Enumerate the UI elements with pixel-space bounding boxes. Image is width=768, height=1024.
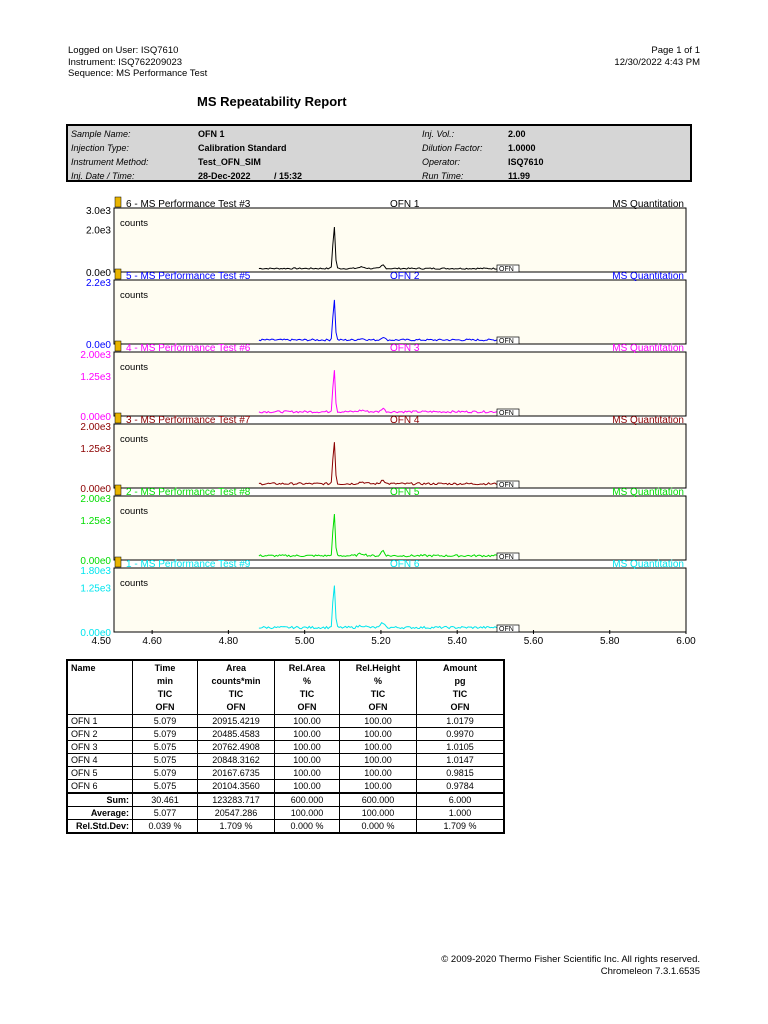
report-header-right: [614, 45, 700, 68]
quantitation-label: MS Quantitation: [612, 199, 684, 210]
cell-area: 20167.6735: [198, 767, 275, 780]
trace-label: 3 - MS Performance Test #7: [126, 415, 251, 426]
cell-amount: 1.0105: [417, 741, 505, 754]
header-line: TIC: [452, 689, 468, 699]
header-line: TIC: [299, 689, 315, 699]
summary-relarea: 100.000: [275, 807, 340, 820]
table-row: [67, 780, 504, 794]
peak-name-label: OFN 5: [390, 487, 420, 498]
cell-relheight: 100.00: [340, 754, 417, 767]
cell-relarea: 100.00: [275, 715, 340, 728]
header-line: OFN: [368, 702, 388, 712]
trace-marker-icon: [115, 341, 121, 351]
header-line: Rel.Area: [288, 663, 326, 673]
header-line: %: [373, 676, 382, 686]
header-line: TIC: [157, 689, 173, 699]
y-unit-label: counts: [120, 362, 148, 373]
x-tick-label: 5.60: [523, 636, 544, 647]
inj-vol-value: 2.00: [508, 129, 526, 139]
x-tick-label: 5.80: [599, 636, 620, 647]
instrument-method-value: Test_OFN_SIM: [198, 157, 261, 167]
trace-label: 6 - MS Performance Test #3: [126, 199, 251, 210]
cell-area: 20915.4219: [198, 715, 275, 728]
header-line: Rel.Height: [355, 663, 401, 673]
chromatogram-panel: [114, 352, 686, 416]
cell-area: 20848.3162: [198, 754, 275, 767]
peak-label: OFN: [499, 410, 514, 417]
inj-date-label: Inj. Date / Time:: [71, 171, 135, 181]
y-tick-bottom: 0.00e0: [80, 484, 111, 495]
chromatogram-stack: [0, 196, 768, 661]
summary-row-average: [67, 807, 504, 820]
summary-label: Average:: [67, 807, 133, 820]
summary-relarea: 0.000 %: [275, 820, 340, 834]
sequence-name: Sequence: MS Performance Test: [68, 68, 208, 79]
cell-time: 5.079: [133, 728, 198, 741]
cell-relarea: 100.00: [275, 741, 340, 754]
x-tick-label: 5.20: [371, 636, 391, 647]
instrument-id: Instrument: ISQ762209023: [68, 56, 183, 68]
report-header-left: [68, 45, 207, 80]
table-row: [67, 767, 504, 780]
peak-label: OFN: [499, 482, 514, 489]
operator-value: ISQ7610: [508, 157, 544, 167]
copyright-text: © 2009-2020 Thermo Fisher Scientific Inc. All rights reserved.: [441, 954, 700, 965]
summary-area: 123283.717: [198, 793, 275, 807]
x-tick-label: 4.60: [142, 636, 162, 647]
quantitation-label: MS Quantitation: [612, 343, 684, 354]
y-tick-mid: 1.25e3: [80, 583, 111, 595]
header-line: Name: [71, 663, 96, 673]
header-line: TIC: [228, 689, 244, 699]
x-tick-label: 6.00: [676, 636, 696, 647]
y-tick-bottom: 0.00e0: [80, 412, 111, 423]
summary-relheight: 0.000 %: [340, 820, 417, 834]
y-tick-bottom: 0.0e0: [85, 268, 111, 279]
page-number: Page 1 of 1: [651, 45, 700, 56]
cell-name: OFN 1: [67, 715, 133, 728]
trace-label: 4 - MS Performance Test #6: [126, 343, 251, 354]
trace-label: 5 - MS Performance Test #5: [126, 271, 251, 282]
peak-name-label: OFN 6: [390, 559, 420, 570]
y-tick-top: 2.00e3: [80, 350, 111, 361]
summary-relarea: 600.000: [275, 793, 340, 807]
chromatogram-panel: [114, 280, 686, 344]
header-line: OFN: [297, 702, 317, 712]
inj-time-value: / 15:32: [274, 171, 303, 181]
y-tick-bottom: 0.00e0: [80, 628, 111, 639]
col-time-header: [133, 660, 198, 715]
summary-amount: 1.000: [417, 807, 505, 820]
trace-label: 2 - MS Performance Test #8: [126, 487, 251, 498]
summary-time: 30.461: [133, 793, 198, 807]
instrument-method-label: Instrument Method:: [71, 157, 149, 167]
summary-amount: 6.000: [417, 793, 505, 807]
cell-amount: 0.9815: [417, 767, 505, 780]
trace-marker-icon: [115, 485, 121, 495]
table-header-row: [67, 660, 504, 715]
peak-name-label: OFN 4: [390, 415, 420, 426]
trace-marker-icon: [115, 557, 121, 567]
quantitation-label: MS Quantitation: [612, 415, 684, 426]
trace-marker-icon: [115, 269, 121, 279]
cell-relheight: 100.00: [340, 767, 417, 780]
print-datetime: 12/30/2022 4:43 PM: [614, 56, 700, 68]
cell-relheight: 100.00: [340, 715, 417, 728]
sample-name-value: OFN 1: [198, 129, 225, 139]
summary-row-sum: [67, 793, 504, 807]
cell-time: 5.075: [133, 754, 198, 767]
y-tick-top: 2.00e3: [80, 494, 111, 505]
chromatogram-panel: [114, 424, 686, 488]
peak-label: OFN: [499, 266, 514, 273]
col-area-header: [198, 660, 275, 715]
cell-relarea: 100.00: [275, 728, 340, 741]
x-tick-label: 4.80: [218, 636, 239, 647]
cell-relheight: 100.00: [340, 741, 417, 754]
cell-time: 5.079: [133, 715, 198, 728]
sample-info-box: [66, 124, 692, 182]
run-time-value: 11.99: [508, 171, 531, 181]
y-unit-label: counts: [120, 578, 148, 589]
y-unit-label: counts: [120, 290, 148, 301]
summary-row-rsd: [67, 820, 504, 834]
cell-name: OFN 5: [67, 767, 133, 780]
cell-area: 20104.3560: [198, 780, 275, 794]
cell-time: 5.075: [133, 741, 198, 754]
cell-relheight: 100.00: [340, 780, 417, 794]
trace-label: 1 - MS Performance Test #9: [126, 559, 251, 570]
trace-marker-icon: [115, 413, 121, 423]
cell-name: OFN 4: [67, 754, 133, 767]
cell-relarea: 100.00: [275, 767, 340, 780]
quantitation-label: MS Quantitation: [612, 559, 684, 570]
y-unit-label: counts: [120, 506, 148, 517]
summary-area: 20547.286: [198, 807, 275, 820]
report-title: MS Repeatability Report: [197, 94, 347, 109]
summary-time: 0.039 %: [133, 820, 198, 834]
cell-area: 20762.4908: [198, 741, 275, 754]
x-tick-label: 4.50: [91, 636, 111, 647]
sample-name-label: Sample Name:: [71, 129, 131, 139]
cell-name: OFN 2: [67, 728, 133, 741]
summary-relheight: 100.000: [340, 807, 417, 820]
y-tick-bottom: 0.0e0: [85, 340, 111, 351]
header-line: Time: [154, 663, 176, 673]
table-row: [67, 741, 504, 754]
trace-marker-icon: [115, 197, 121, 207]
run-time-label: Run Time:: [422, 171, 464, 181]
cell-time: 5.079: [133, 767, 198, 780]
cell-time: 5.075: [133, 780, 198, 794]
y-tick-bottom: 0.00e0: [80, 556, 111, 567]
header-line: OFN: [155, 702, 175, 712]
injection-type-value: Calibration Standard: [198, 143, 287, 153]
injection-type-label: Injection Type:: [71, 143, 129, 153]
peak-label: OFN: [499, 338, 514, 345]
y-tick-mid: 1.25e3: [80, 372, 111, 383]
quantitation-label: MS Quantitation: [612, 487, 684, 498]
cell-amount: 1.0147: [417, 754, 505, 767]
dilution-factor-value: 1.0000: [508, 143, 536, 153]
report-footer: [441, 954, 700, 977]
header-line: pg: [454, 676, 466, 686]
cell-area: 20485.4583: [198, 728, 275, 741]
peak-name-label: OFN 2: [390, 271, 420, 282]
chromatogram-svg: [0, 196, 768, 656]
quantitation-label: MS Quantitation: [612, 271, 684, 282]
header-line: TIC: [370, 689, 386, 699]
y-tick-top: 2.2e3: [85, 278, 111, 289]
cell-relarea: 100.00: [275, 754, 340, 767]
inj-vol-label: Inj. Vol.:: [422, 129, 455, 139]
chromatogram-panel: [114, 496, 686, 560]
header-line: min: [156, 676, 173, 686]
peak-name-label: OFN 3: [390, 343, 420, 354]
summary-area: 1.709 %: [198, 820, 275, 834]
y-tick-mid: 1.25e3: [80, 444, 111, 455]
y-tick-top: 1.80e3: [80, 566, 111, 577]
x-tick-label: 5.00: [294, 636, 315, 647]
col-relarea-header: [275, 660, 340, 715]
header-line: Area: [225, 663, 246, 673]
peak-name-label: OFN 1: [390, 199, 420, 210]
peak-label: OFN: [499, 626, 514, 633]
summary-time: 5.077: [133, 807, 198, 820]
chromatogram-panel: [114, 568, 686, 632]
results-table: [66, 659, 505, 834]
y-unit-label: counts: [120, 434, 148, 445]
x-tick-label: 5.40: [447, 636, 467, 647]
col-relheight-header: [340, 660, 417, 715]
col-name-header: [67, 660, 133, 715]
header-line: %: [302, 676, 311, 686]
y-tick-mid: 1.25e3: [80, 516, 111, 527]
table-row: [67, 754, 504, 767]
peak-label: OFN: [499, 554, 514, 561]
header-line: OFN: [450, 702, 470, 712]
dilution-factor-label: Dilution Factor:: [422, 143, 483, 153]
software-version: Chromeleon 7.3.1.6535: [600, 965, 700, 977]
cell-relheight: 100.00: [340, 728, 417, 741]
y-tick-top: 3.0e3: [85, 206, 111, 217]
col-amount-header: [417, 660, 505, 715]
summary-amount: 1.709 %: [417, 820, 505, 834]
header-line: Amount: [443, 663, 477, 673]
cell-amount: 1.0179: [417, 715, 505, 728]
summary-label: Rel.Std.Dev:: [67, 820, 133, 834]
summary-label: Sum:: [67, 793, 133, 807]
y-unit-label: counts: [120, 218, 148, 229]
cell-name: OFN 3: [67, 741, 133, 754]
table-row: [67, 728, 504, 741]
header-line: OFN: [226, 702, 246, 712]
cell-amount: 0.9784: [417, 780, 505, 794]
logged-on-user: Logged on User: ISQ7610: [68, 45, 179, 56]
cell-name: OFN 6: [67, 780, 133, 794]
header-line: counts*min: [211, 676, 261, 686]
y-tick-mid: 2.0e3: [85, 225, 111, 237]
table-row: [67, 715, 504, 728]
cell-amount: 0.9970: [417, 728, 505, 741]
y-tick-top: 2.00e3: [80, 422, 111, 433]
chromatogram-panel: [114, 208, 686, 272]
summary-relheight: 600.000: [340, 793, 417, 807]
inj-date-value: 28-Dec-2022: [198, 171, 251, 181]
cell-relarea: 100.00: [275, 780, 340, 794]
operator-label: Operator:: [422, 157, 461, 167]
